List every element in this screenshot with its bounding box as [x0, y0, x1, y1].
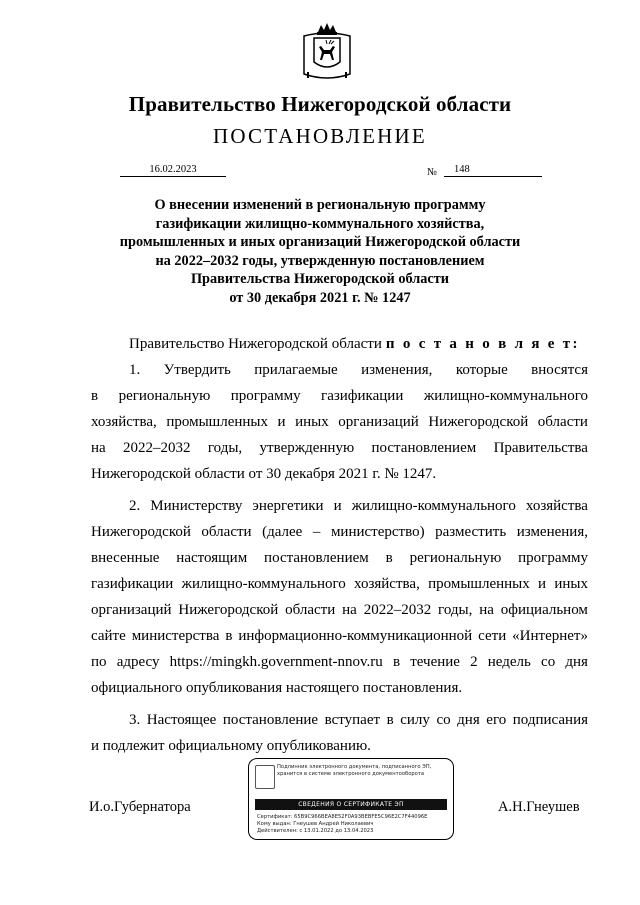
subject-line: Правительства Нижегородской области [190, 271, 450, 288]
number-sign: № [427, 167, 438, 178]
preamble [91, 331, 588, 357]
paragraph-line: хозяйства, промышленных и иных организаций Нижегородской области [91, 414, 588, 430]
document-date: 16.02.2023 [120, 164, 226, 177]
paragraph-line: в региональную программу газификации жилищно-коммунального [91, 388, 588, 404]
stamp-issued-to: Кому выдан: Гнеушев Андрей Николаевич [257, 821, 374, 827]
subject-line: от 30 декабря 2021 г. № 1247 [229, 289, 411, 306]
subject-line: газификации жилищно-коммунального хозяйства, [155, 215, 485, 232]
document-number: 148 [444, 164, 542, 177]
signatory-name: А.Н.Гнеушев [498, 799, 580, 815]
subject-line: на 2022–2032 годы, утвержденную постановлением [155, 252, 485, 269]
stamp-certificate-info [257, 814, 449, 835]
paragraph-line: 1. Утвердить прилагаемые изменения, которые вносятся [129, 362, 588, 378]
paragraph-line: Нижегородской области (далее – министерство) разместить изменения, [91, 524, 588, 540]
paragraph-line: Нижегородской области от 30 декабря 2021 г. № 1247. [91, 466, 437, 482]
stamp-title-bar: СВЕДЕНИЯ О СЕРТИФИКАТЕ ЭП [255, 799, 447, 810]
paragraph-line: и подлежит официальному опубликованию. [91, 738, 371, 754]
paragraph-line: газификации жилищно-коммунального хозяйства, промышленных и иных [91, 576, 588, 592]
paragraph-line: по адресу https://mingkh.government-nnov.ru в течение 2 недель со дня [91, 654, 588, 670]
paragraph-line: 2. Министерству энергетики и жилищно-коммунального хозяйства [129, 498, 588, 514]
paragraph-line: организаций Нижегородской области на 2022–2032 годы, на официальном [91, 602, 588, 618]
document-body [91, 331, 588, 759]
preamble-decree: п о с т а н о в л я е т: [385, 336, 580, 352]
paragraph-line: сайте министерства в информационно-коммуникационной сети «Интернет» [91, 628, 588, 644]
subject-line: промышленных и иных организаций Нижегородской области [119, 234, 521, 251]
government-title: Правительство Нижегородской области [128, 92, 512, 116]
signatory-position: И.о.Губернатора [89, 799, 191, 815]
stamp-certificate: Сертификат: 65B9C966BEA8E52F0A93BEBFE5C96E2C7F44096E [257, 814, 428, 820]
stamp-emblem-icon [255, 765, 275, 789]
stamp-note-line: Подлинник электронного документа, подписанного ЭП, [277, 764, 432, 770]
paragraph-line: внесенные настоящим постановлением в региональную программу [91, 550, 588, 566]
stamp-note [277, 764, 449, 778]
stamp-validity: Действителен: с 13.01.2022 до 13.04.2023 [257, 828, 374, 834]
document-subject [80, 196, 560, 308]
coat-of-arms-icon [300, 22, 354, 82]
paragraph-line: на 2022–2032 годы, утвержденную постановлением Правительства [91, 440, 588, 456]
subject-line: О внесении изменений в региональную программу [154, 197, 486, 213]
stamp-note-line: хранится в системе электронного документооборота [277, 770, 425, 777]
document-type: ПОСТАНОВЛЕНИЕ [213, 124, 427, 148]
paragraphs [91, 357, 588, 759]
preamble-lead: Правительство Нижегородской области [129, 336, 382, 352]
paragraph-line: 3. Настоящее постановление вступает в силу со дня его подписания [129, 712, 588, 728]
paragraph-line: официального опубликования настоящего постановления. [91, 680, 463, 696]
e-signature-stamp [248, 758, 454, 840]
